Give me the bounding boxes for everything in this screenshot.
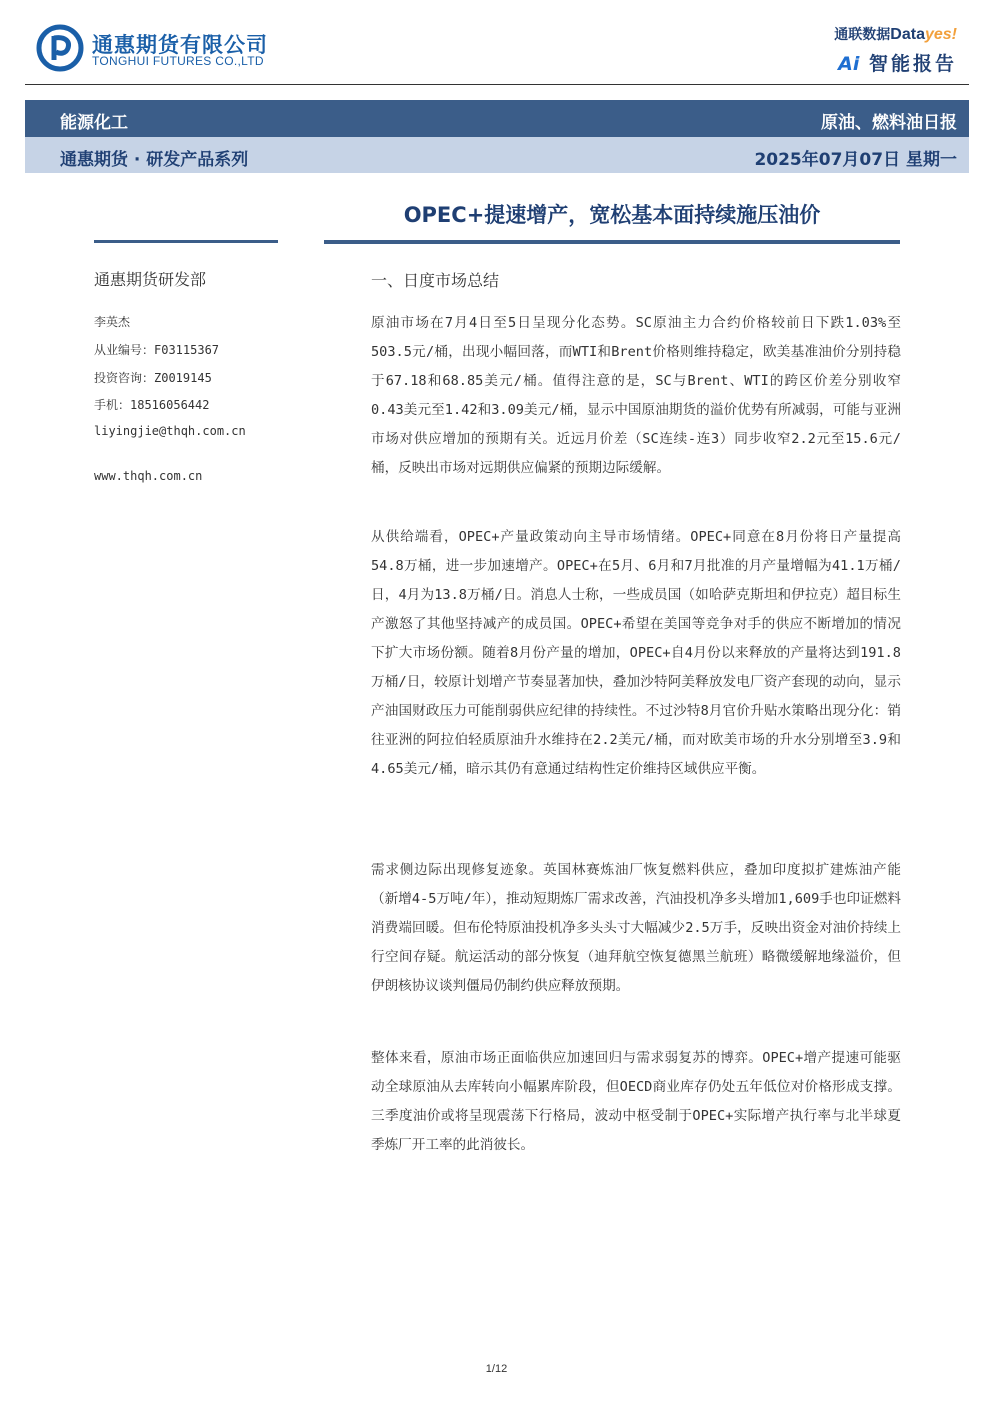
datayes-data: Data xyxy=(890,26,925,43)
analyst-consult-id: 投资咨询：Z0019145 xyxy=(94,371,212,385)
department-name: 通惠期货研发部 xyxy=(94,270,207,289)
paragraph-supply: 从供给端看，OPEC+产量政策动向主导市场情绪。OPEC+同意在8月份将日产量提高54.8万桶，进一步加速增产。OPEC+在5月、6月和7月批准的月产量增幅为41.1万桶/日，4月为13.8万桶/日。消息人士称，一些成员国（如哈萨克斯坦和伊拉克）超目标生产激怒了其他坚持减产的成员国。OPEC+希望在美国等竞争对手的供应不断增加的情况下扩大市场份额。随着8月份产量的增加，OPEC+自4月份以来释放的产量将达到191.8万桶/日，较原计划增产节奏显著加快，叠加沙特阿美释放发电厂资产套现的动向，显示产油国财政压力可能削弱供应纪律的持续性。不过沙特8月官价升贴水策略出现分化：销往亚洲的阿拉伯轻质原油升水维持在2.2美元/桶，而对欧美市场的升水分别增至3.9和4.65美元/桶，暗示其仍有意通过结构性定价维持区域供应平衡。 xyxy=(371,529,901,777)
series-label: 通惠期货 · 研发产品系列 xyxy=(60,150,249,170)
paragraph-market-summary: 原油市场在7月4日至5日呈现分化态势。SC原油主力合约价格较前日下跌1.03%至503.5元/桶，出现小幅回落，而WTI和Brent价格则维持稳定，欧美基准油价分别持稳于67.18和68.85美元/桶。值得注意的是，SC与Brent、WTI的跨区价差分别收窄0.43美元至1.42和3.09美元/桶，显示中国原油期货的溢价优势有所减弱，可能与亚洲市场对供应增加的预期有关。近远月价差（SC连续-连3）同步收窄2.2元至15.6元/桶，反映出市场对远期供应偏紧的预期边际缓解。 xyxy=(371,315,901,476)
company-website[interactable]: www.thqh.com.cn xyxy=(94,469,203,483)
ai-mark: Ai xyxy=(838,53,860,75)
sector-label: 能源化工 xyxy=(60,113,128,133)
ai-report-logo xyxy=(838,49,957,76)
datayes-logo xyxy=(834,24,957,44)
report-title: OPEC+提速增产，宽松基本面持续施压油价 xyxy=(403,203,821,227)
title-rule xyxy=(324,240,900,244)
header-divider xyxy=(25,84,969,85)
ai-report-label: 智能报告 xyxy=(868,53,957,75)
page-number: 1/12 xyxy=(485,1363,508,1375)
left-column-rule xyxy=(94,240,278,243)
report-date: 2025年07月07日 星期一 xyxy=(754,150,957,170)
paragraph-outlook: 整体来看，原油市场正面临供应加速回归与需求弱复苏的博弈。OPEC+增产提速可能驱动全球原油从去库转向小幅累库阶段，但OECD商业库存仍处五年低位对价格形成支撑。三季度油价或将呈现震荡下行格局，波动中枢受制于OPEC+实际增产执行率与北半球夏季炼厂开工率的此消彼长。 xyxy=(371,1050,901,1153)
company-name-en: TONGHUI FUTURES CO.,LTD xyxy=(92,54,264,68)
analyst-name: 李英杰 xyxy=(94,315,131,329)
paragraph-demand: 需求侧边际出现修复迹象。英国林赛炼油厂恢复燃料供应，叠加印度拟扩建炼油产能（新增4-5万吨/年），推动短期炼厂需求改善，汽油投机净多头增加1,609手也印证燃料消费端回暖。但布伦特原油投机净多头头寸大幅减少2.5万手，反映出资金对油价持续上行空间存疑。航运活动的部分恢复（迪拜航空恢复德黑兰航班）略微缓解地缘溢价，但伊朗核协议谈判僵局仍制约供应释放预期。 xyxy=(371,862,901,994)
datayes-cn: 通联数据 xyxy=(834,26,891,42)
datayes-yes: yes! xyxy=(924,26,957,43)
analyst-license: 从业编号：F03115367 xyxy=(94,343,220,357)
report-type-label: 原油、燃料油日报 xyxy=(821,113,957,133)
company-name-cn: 通惠期货有限公司 xyxy=(92,33,268,57)
analyst-phone: 手机：18516056442 xyxy=(94,398,210,412)
tonghui-logo-icon xyxy=(36,24,84,72)
analyst-email[interactable]: liyingjie@thqh.com.cn xyxy=(94,424,246,438)
section-heading: 一、日度市场总结 xyxy=(371,271,500,290)
